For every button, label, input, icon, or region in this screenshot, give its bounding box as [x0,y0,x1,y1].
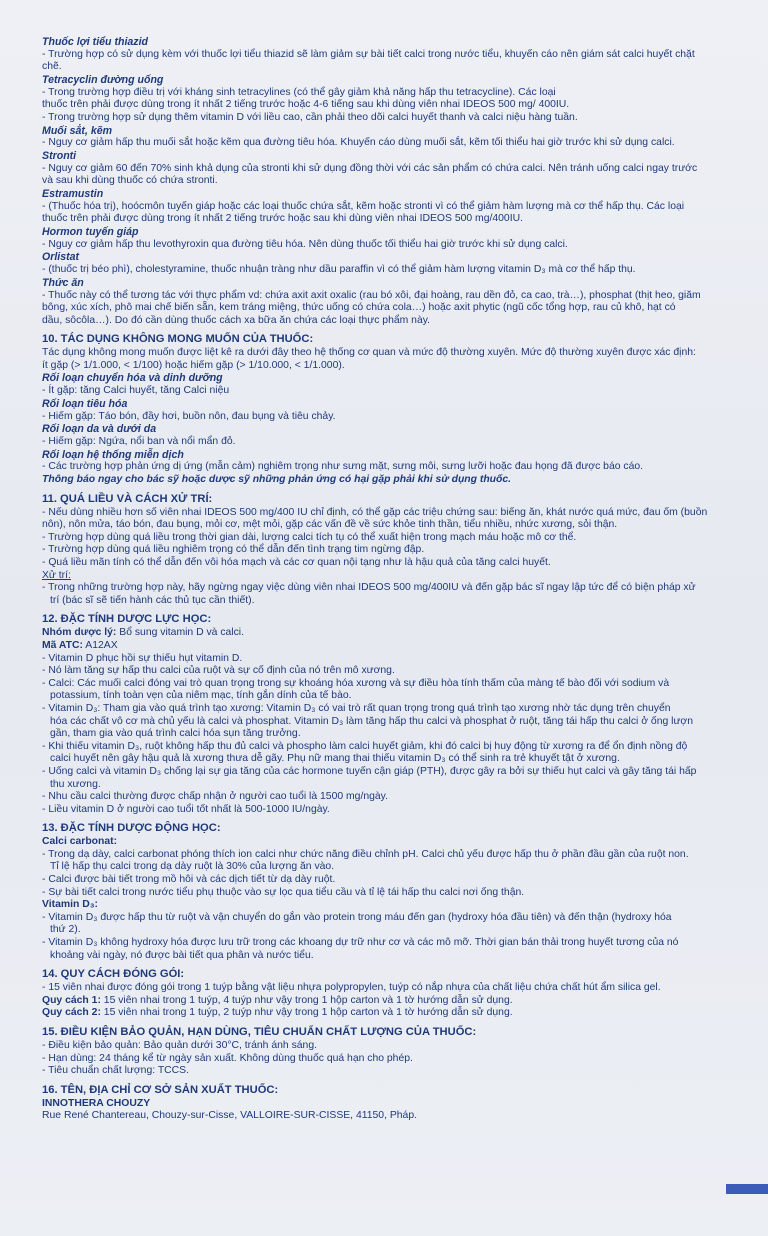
text-line: thuốc trên phải được dùng trong ít nhất 2 tiếng trước hoặc sau khi dùng viên nhai IDEOS 500 mg/400IU. [42,213,523,225]
line-label: Mã ATC: [42,639,83,651]
text-line: và sau khi dùng thuốc có chứa stronti. [42,175,218,187]
text-line: trí (bác sĩ sẽ tiến hành các thủ tục cần thiết). [50,594,255,606]
text-line: - Ít gặp: tăng Calci huyết, tăng Calci niệu [42,385,230,397]
text-line: - Vitamin D₃ được hấp thu từ ruột và vận chuyển do gắn vào protein trong máu đến gan (hydroxy hóa đầu tiên) và đến thận (hydroxy hóa [42,911,672,923]
text-line: - Thuốc này có thể tương tác với thực phẩm vd: chứa axit axit oxalic (rau bó xôi, đại hoàng, rau dền đỏ, ca cao, trà…), phosphat (thịt heo, giăm [42,289,701,301]
text-line: - Điều kiện bảo quản: Bảo quản dưới 30°C, tránh ánh sáng. [42,1040,317,1051]
text-line: - 15 viên nhai được đóng gói trong 1 tuýp bằng vật liệu nhựa polypropylen, tuýp có nắp nhựa của chất liệu chứa chất hút ẩm silica gel. [42,982,661,994]
section-heading: 15. ĐIỀU KIỆN BẢO QUẢN, HẠN DÙNG, TIÊU CHUẨN CHẤT LƯỢNG CỦA THUỐC: [42,1026,477,1038]
subheading: Muối sắt, kẽm [42,124,113,137]
text-line: - Calci: Các muối calci đóng vai trò quan trọng trong sự khoáng hóa xương và sự điều hòa tính thấm của màng tế bào đối với sodium và [42,677,670,689]
text-line: - Uống calci và vitamin D₃ chống lại sự gia tăng của các hormone tuyến cận giáp (PTH), được gây ra bởi sự thiếu hụt calci và gây tăng tái hấp [42,765,697,777]
line-label: Quy cách 2: [42,1007,101,1019]
text-line: - Các trường hợp phản ứng dị ứng (mẫn cảm) nghiêm trọng như sưng mặt, sưng môi, sưng lưỡi hoặc đau họng đã được báo cáo. [42,461,644,473]
text-line: hóa các chất vô cơ mà chủ yếu là calci và phosphat. Vitamin D₃ làm tăng hấp thu calci và phosphat ở ruột, tăng tái hấp thu calci ở ống lượn [50,715,693,727]
subheading: Tetracyclin đường uống [42,73,164,86]
subheading: Thuốc lợi tiểu thiazid [42,36,148,48]
text-line: Tác dụng không mong muốn được liệt kê ra dưới đây theo hệ thống cơ quan và mức độ thường xuyên. Mức độ thường xuyên được xác định: [42,347,696,359]
text-line: khoảng vài ngày, nó được bài tiết qua phân và nước tiểu. [50,949,314,961]
text-line: - Trường hợp có sử dụng kèm với thuốc lợi tiểu thiazid sẽ làm giảm sự bài tiết calci trong nước tiểu, khuyến cáo nên giám sát calci huyết chặt [42,48,695,60]
line-text: 15 viên nhai trong 1 tuýp, 4 tuýp như vậy trong 1 hộp carton và 1 tờ hướng dẫn sử dụng. [100,994,513,1006]
text-line: bông, xúc xích, phô mai chế biến sẵn, kem tráng miệng, thức uống có chứa cola…) hoặc axit phytic (ngũ cốc tổng hợp, rau củ khô, hạt có [42,302,676,314]
text-line: - Nguy cơ giảm 60 đến 70% sinh khả dụng của stronti khi sử dụng đồng thời với các sản phẩm có chứa calci. Nên tránh uống calci ngay trước [42,162,698,174]
edge-color-tab [726,1184,768,1194]
text-line: - Trong trường hợp sử dụng thêm vitamin D với liều cao, cần phải theo dõi calci huyết thanh và calci niệu hàng tuần. [42,111,578,123]
notice-text: Thông báo ngay cho bác sỹ hoặc dược sỹ những phản ứng có hại gặp phải khi sử dụng thuốc. [42,474,512,486]
text-line: ít gặp (> 1/1.000, < 1/100) hoặc hiếm gặp (> 1/10.000, < 1/1.000). [42,359,345,371]
subheading: Rối loạn da và dưới da [42,423,157,436]
text-line: thứ 2). [50,924,81,936]
text-line: - Nguy cơ giảm hấp thu muối sắt hoặc kẽm qua đường tiêu hóa. Khuyến cáo dùng muối sắt, kẽm tối thiểu hai giờ trước khi sử dụng calci. [42,137,675,149]
bold-label: INNOTHERA CHOUZY [42,1097,151,1109]
text-line: - (thuốc trị béo phì), cholestyramine, thuốc nhuận tràng như dầu paraffin vì có thể giảm hàm lượng vitamin D₃ mà cơ thể hấp thụ. [42,264,636,276]
text-line: calci huyết nên gây hậu quả là xương thưa dễ gãy. Phụ nữ mang thai thiếu vitamin D₃ có thể sinh ra trẻ khuyết tật ở xương. [50,753,620,765]
subheading: Thức ăn [42,276,84,289]
line-text: A12AX [82,639,118,651]
underlined-label: Xử trí: [42,569,71,581]
text-line: - Vitamin D phục hồi sự thiếu hụt vitamin D. [42,652,243,664]
text-line: - Khi thiếu vitamin D₃, ruột không hấp thu đủ calci và phospho làm calci huyết giảm, khi đó calci bị huy động từ xương ra để ổn định nồng độ [42,740,688,752]
section-heading: 10. TÁC DỤNG KHÔNG MONG MUỐN CỦA THUỐC: [42,333,314,346]
text-line: - Hiếm gặp: Ngứa, nổi ban và nổi mẩn đỏ. [42,436,236,448]
text-line: - Vitamin D₃ không hydroxy hóa được lưu trữ trong các khoang dự trữ như cơ và các mô mỡ. Thời gian bán thải trong huyết tương của nó [42,937,679,949]
text-line: - Trường hợp dùng quá liều nghiêm trọng có thể dẫn đến tình trạng tim ngừng đập. [42,544,425,556]
text-line: - Nó làm tăng sự hấp thu calci của ruột và sự cố định của nó trên mô xương. [42,665,395,677]
bold-label: Calci carbonat: [42,836,118,848]
text-line: - Tiêu chuẩn chất lượng: TCCS. [42,1065,189,1077]
text-line: chẽ. [42,61,62,73]
line-label: Nhóm dược lý: [42,627,117,639]
text-line: thu xương. [50,778,101,790]
text-line: - Trong những trường hợp này, hãy ngừng ngay việc dùng viên nhai IDEOS 500 mg/400IU và đến gặp bác sĩ ngay lập tức để có biện pháp xử [42,582,696,594]
subheading: Estramustin [42,187,104,200]
text-line: - Vitamin D₃: Tham gia vào quá trình tạo xương: Vitamin D₃ có vai trò rất quan trọng trong quá trình tạo xương nhờ tác dụng trên chuyển [42,702,671,714]
text-line: - Liều vitamin D ở người cao tuổi tốt nhất là 500-1000 IU/ngày. [42,803,330,815]
text-line: potassium, tính toàn vẹn của niêm mạc, tính gắn dính của tế bào. [50,690,352,702]
subheading: Rối loạn tiêu hóa [42,397,128,410]
section-heading: 12. ĐẶC TÍNH DƯỢC LỰC HỌC: [42,613,212,626]
labeled-line [42,640,742,653]
text-line: - Hiếm gặp: Táo bón, đầy hơi, buồn nôn, đau bụng và tiêu chảy. [42,410,336,422]
text-line: - Trong trường hợp điều trị với kháng sinh tetracylines (có thể gây giảm khả năng hấp thu tetracycline). Các loại [42,86,556,98]
text-line: nôn), nôn mửa, táo bón, đau bụng, mỏi cơ, mệt mỏi, gặp các vấn đề về sức khỏe tinh thần, tiểu nhiều, nhức xương, sỏi thận. [42,519,618,531]
text-line: - (Thuốc hóa trị), hoócmôn tuyến giáp hoặc các loại thuốc chứa sắt, kẽm hoặc stronti vì có thể giảm hàm lượng mà cơ thể hấp thụ. Các loại [42,200,685,212]
section-heading: 14. QUY CÁCH ĐÓNG GÓI: [42,968,185,981]
leaflet-content [42,36,742,1123]
subheading: Rối loạn chuyển hóa và dinh dưỡng [42,372,223,385]
text-line: - Nguy cơ giảm hấp thu levothyroxin qua đường tiêu hóa. Nên dùng thuốc tối thiểu hai giờ trước khi sử dụng calci. [42,238,568,250]
line-text: 15 viên nhai trong 1 tuýp, 2 tuýp như vậy trong 1 hộp carton và 1 tờ hướng dẫn sử dụng. [100,1007,513,1019]
text-line: - Nếu dùng nhiều hơn số viên nhai IDEOS 500 mg/400 IU chỉ định, có thể gặp các triệu chứng sau: biếng ăn, khát nước quá mức, đau ốm (buồn [42,506,708,518]
section-heading: 13. ĐẶC TÍNH DƯỢC ĐỘNG HỌC: [42,822,221,835]
text-line: - Nhu cầu calci thường được chấp nhận ở người cao tuổi là 1500 mg/ngày. [42,791,388,803]
labeled-line [42,627,742,640]
labeled-line [42,995,742,1008]
text-line: dầu, sôcôla…). Do đó cần dùng thuốc cách xa bữa ăn chứa các loại thực phẩm này. [42,314,431,326]
subheading: Stronti [42,149,77,162]
bold-label: Vitamin D₃: [42,899,98,911]
subheading: Hormon tuyến giáp [42,225,139,238]
section-heading: 11. QUÁ LIỀU VÀ CÁCH XỬ TRÍ: [42,492,213,505]
line-label: Quy cách 1: [42,994,101,1006]
subheading: Orlistat [42,251,80,264]
text-line: - Trường hợp dùng quá liều trong thời gian dài, lượng calci tích tụ có thể xuất hiện trong mạch máu hoặc mô cơ thể. [42,531,577,543]
labeled-line [42,1007,742,1020]
section-heading: 16. TÊN, ĐỊA CHỈ CƠ SỞ SẢN XUẤT THUỐC: [42,1083,279,1096]
text-line: - Sự bài tiết calci trong nước tiểu phụ thuộc vào sự lọc qua tiểu cầu và tỉ lệ tái hấp thu calci nơi ống thận. [42,886,525,898]
text-line: - Quá liều mãn tính có thể dẫn đến vôi hóa mạch và các cơ quan nội tạng như là hậu quả của tăng calci huyết. [42,557,551,568]
subheading: Rối loạn hệ thống miễn dịch [42,448,184,461]
text-line: gần, tham gia vào quá trình calci hóa sụn tăng trưởng. [50,728,301,740]
line-text: Bổ sung vitamin D và calci. [116,627,245,639]
text-line: - Calci được bài tiết trong mồ hôi và các dịch tiết từ dạ dày ruột. [42,874,336,886]
text-line: thuốc trên phải được dùng trong ít nhất 2 tiếng trước hoặc 4-6 tiếng sau khi dùng viên nhai IDEOS 500 mg/ 400IU. [42,99,570,111]
text-line: - Trong dạ dày, calci carbonat phóng thích ion calci như chức năng điều chỉnh pH. Calci chủ yếu được hấp thu ở phần đầu gần của ruột non. [42,848,689,860]
text-line: - Hạn dùng: 24 tháng kể từ ngày sản xuất. Không dùng thuốc quá hạn cho phép. [42,1052,413,1064]
text-line: Tỉ lệ hấp thụ calci trong dạ dày ruột là 30% của lượng ăn vào. [50,861,335,873]
text-line: Rue René Chantereau, Chouzy-sur-Cisse, VALLOIRE-SUR-CISSE, 41150, Pháp. [42,1110,418,1122]
